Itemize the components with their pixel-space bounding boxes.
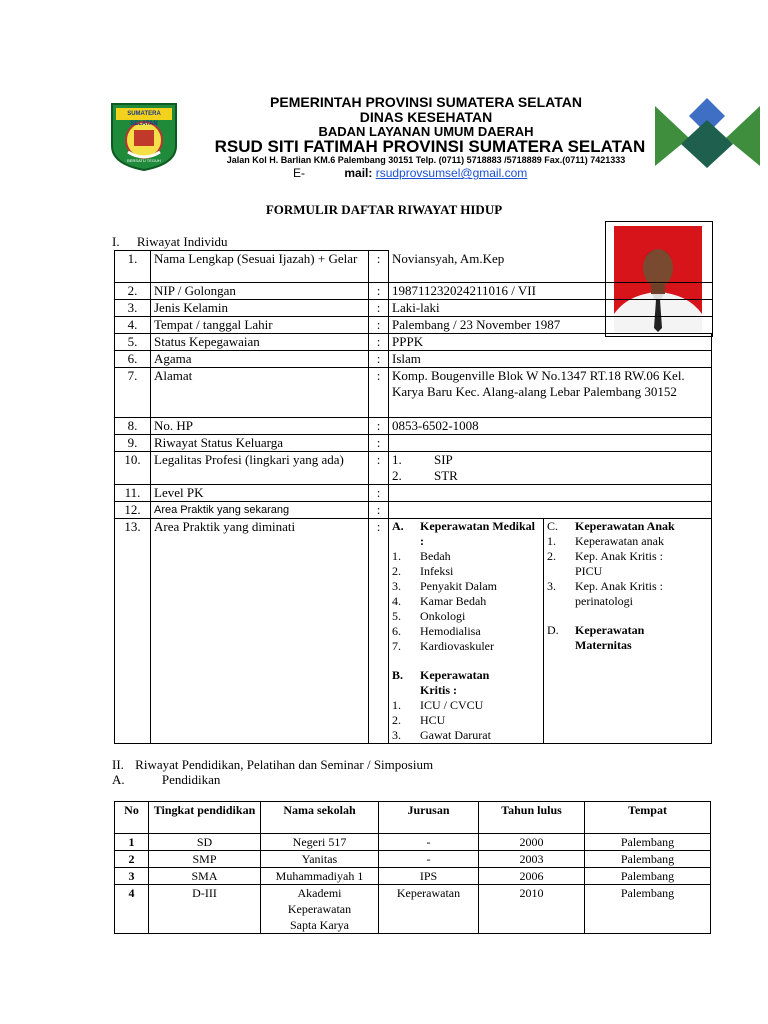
cell: Yanitas xyxy=(261,851,379,868)
table-row xyxy=(115,452,712,485)
row-sep: : xyxy=(369,317,389,334)
list-item: 2. HCU xyxy=(392,713,446,727)
practice-col-right xyxy=(544,519,711,743)
list-item: 2. Kep. Anak Kritis : PICU xyxy=(547,549,708,579)
item-text: SIP xyxy=(434,452,453,467)
practice-area-cell xyxy=(389,519,712,744)
header-department: DINAS KESEHATAN xyxy=(359,109,493,125)
group-c-title xyxy=(547,519,708,534)
table-row xyxy=(115,283,712,300)
item-text: Keperawatan anak xyxy=(575,534,664,548)
table-header-row xyxy=(115,802,711,834)
table-row xyxy=(115,418,712,435)
row-label: NIP / Golongan xyxy=(151,283,369,300)
row-label: No. HP xyxy=(151,418,369,435)
group-b-letter: B. xyxy=(392,668,404,682)
item-text: HCU xyxy=(420,713,446,727)
row-no: 13. xyxy=(115,519,151,744)
row-label: Level PK xyxy=(151,485,369,502)
row-label: Alamat xyxy=(151,368,369,418)
email-label: mail: xyxy=(344,166,373,180)
item-text: Penyakit Dalam xyxy=(420,579,497,593)
table-row xyxy=(115,485,712,502)
table-row xyxy=(115,334,712,351)
list-item xyxy=(392,452,708,468)
header-government: PEMERINTAH PROVINSI SUMATERA SELATAN xyxy=(270,94,582,110)
row-value xyxy=(389,452,712,485)
row-sep: : xyxy=(369,519,389,744)
table-row xyxy=(115,851,711,868)
cell: SMA xyxy=(149,868,261,885)
row-label: Area Praktik yang diminati xyxy=(151,519,369,744)
item-text: Kep. Anak Kritis : perinatologi xyxy=(575,579,663,608)
cell: 4 xyxy=(115,885,149,934)
row-no: 1. xyxy=(115,251,151,283)
table-row xyxy=(115,868,711,885)
logo-left-text: SUMATERA SELATAN xyxy=(127,111,161,127)
cell: 2003 xyxy=(479,851,585,868)
cell: - xyxy=(379,834,479,851)
subsection-a-letter: A. xyxy=(112,772,125,787)
provincial-logo xyxy=(108,100,180,172)
group-b-title xyxy=(392,668,540,698)
row-sep: : xyxy=(369,283,389,300)
row-value xyxy=(389,485,712,502)
list-item: 3. Penyakit Dalam xyxy=(392,579,497,593)
section1-num: I. xyxy=(112,234,120,249)
cell: 2000 xyxy=(479,834,585,851)
cell: Palembang xyxy=(585,851,711,868)
header-address: Jalan Kol H. Barlian KM.6 Palembang 30151 Telp. (0711) 5718883 /5718889 Fax.(0711) 7421333 xyxy=(226,155,626,165)
row-sep: : xyxy=(369,435,389,452)
group-d-title xyxy=(547,623,708,653)
email-prefix: E- xyxy=(293,166,305,180)
item-text: Kardiovaskuler xyxy=(420,639,494,653)
row-value: 198711232024211016 / VII xyxy=(389,283,712,300)
item-num: 1. xyxy=(392,452,402,467)
list-item: 6. Hemodialisa xyxy=(392,624,481,638)
row-label: Nama Lengkap (Sesuai Ijazah) + Gelar xyxy=(151,251,369,283)
col-header: Tahun lulus xyxy=(479,802,585,834)
cell: Palembang xyxy=(585,885,711,934)
item-text: Kamar Bedah xyxy=(420,594,487,608)
row-sep: : xyxy=(369,502,389,519)
header-email-line xyxy=(293,166,527,180)
row-value: Islam xyxy=(389,351,712,368)
table-row xyxy=(115,317,712,334)
row-value xyxy=(389,502,712,519)
list-item: 1. Bedah xyxy=(392,549,451,563)
group-c-letter: C. xyxy=(547,519,559,533)
table-row xyxy=(115,519,712,744)
table-row xyxy=(115,435,712,452)
section2-heading xyxy=(112,757,433,772)
group-a-letter: A. xyxy=(392,519,404,533)
subsection-a-title: Pendidikan xyxy=(161,772,221,787)
row-sep: : xyxy=(369,351,389,368)
hospital-logo xyxy=(655,98,760,170)
item-text: Infeksi xyxy=(420,564,454,578)
row-sep: : xyxy=(369,452,389,485)
cell: 1 xyxy=(115,834,149,851)
list-item: 3. Gawat Darurat xyxy=(392,728,491,742)
cell: - xyxy=(379,851,479,868)
cell: 2006 xyxy=(479,868,585,885)
table-row xyxy=(115,368,712,418)
subsection-a-heading xyxy=(112,772,220,787)
group-c-label: Keperawatan Anak xyxy=(575,519,675,533)
cell: Negeri 517 xyxy=(261,834,379,851)
row-value: PPPK xyxy=(389,334,712,351)
col-header: Nama sekolah xyxy=(261,802,379,834)
cell: Palembang xyxy=(585,868,711,885)
section2-num: II. xyxy=(112,757,124,772)
row-no: 8. xyxy=(115,418,151,435)
logo-left-motto: BERSATU TEGUH xyxy=(127,158,161,163)
row-label: Legalitas Profesi (lingkari yang ada) xyxy=(151,452,369,485)
group-a-label: Keperawatan Medikal : xyxy=(420,519,535,548)
cell: SMP xyxy=(149,851,261,868)
row-no: 11. xyxy=(115,485,151,502)
list-item: 1. ICU / CVCU xyxy=(392,698,484,712)
row-sep: : xyxy=(369,334,389,351)
row-no: 7. xyxy=(115,368,151,418)
item-text: STR xyxy=(434,468,458,483)
table-row xyxy=(115,251,712,283)
cell: IPS xyxy=(379,868,479,885)
item-text: Kep. Anak Kritis : PICU xyxy=(575,549,663,578)
item-text: Hemodialisa xyxy=(420,624,481,638)
row-label: Riwayat Status Keluarga xyxy=(151,435,369,452)
row-sep: : xyxy=(369,418,389,435)
row-no: 12. xyxy=(115,502,151,519)
email-link[interactable]: rsudprovsumsel@gmail.com xyxy=(375,166,528,180)
table-row xyxy=(115,502,712,519)
list-item: 7. Kardiovaskuler xyxy=(392,639,494,653)
group-b-label: Keperawatan Kritis : xyxy=(420,668,490,697)
col-header: Tingkat pendidikan xyxy=(149,802,261,834)
item-text: Onkologi xyxy=(420,609,466,623)
row-label: Area Praktik yang sekarang xyxy=(151,502,369,519)
header-hospital-name: RSUD SITI FATIMAH PROVINSI SUMATERA SELATAN xyxy=(214,137,646,156)
row-no: 4. xyxy=(115,317,151,334)
row-sep: : xyxy=(369,368,389,418)
group-a-title xyxy=(392,519,540,549)
row-no: 3. xyxy=(115,300,151,317)
row-value: Noviansyah, Am.Kep xyxy=(389,251,712,283)
list-item: 2. Infeksi xyxy=(392,564,454,578)
row-value: Laki-laki xyxy=(389,300,712,317)
table-row xyxy=(115,834,711,851)
cell: 2010 xyxy=(479,885,585,934)
table-row xyxy=(115,300,712,317)
item-text: Gawat Darurat xyxy=(420,728,491,742)
cell: 2 xyxy=(115,851,149,868)
cell: Muhammadiyah 1 xyxy=(261,868,379,885)
cell: Palembang xyxy=(585,834,711,851)
row-value: Palembang / 23 November 1987 xyxy=(389,317,712,334)
group-d-label: Keperawatan Maternitas xyxy=(575,623,645,652)
row-sep: : xyxy=(369,251,389,283)
form-title: FORMULIR DAFTAR RIWAYAT HIDUP xyxy=(265,202,503,217)
item-num: 2. xyxy=(392,468,402,483)
row-label: Agama xyxy=(151,351,369,368)
row-value xyxy=(389,435,712,452)
section1-heading xyxy=(112,234,227,249)
row-label: Tempat / tanggal Lahir xyxy=(151,317,369,334)
list-item xyxy=(392,468,708,484)
row-sep: : xyxy=(369,485,389,502)
row-no: 9. xyxy=(115,435,151,452)
row-sep: : xyxy=(369,300,389,317)
row-label: Jenis Kelamin xyxy=(151,300,369,317)
personal-data-table xyxy=(114,250,712,744)
col-header: Jurusan xyxy=(379,802,479,834)
row-no: 10. xyxy=(115,452,151,485)
section1-title: Riwayat Individu xyxy=(136,234,228,249)
education-table xyxy=(114,801,711,934)
cell: Akademi Keperawatan Sapta Karya xyxy=(261,885,379,934)
cell: 3 xyxy=(115,868,149,885)
cell: Keperawatan xyxy=(379,885,479,934)
cell: SD xyxy=(149,834,261,851)
practice-col-left xyxy=(389,519,544,743)
col-header: Tempat xyxy=(585,802,711,834)
section2-title: Riwayat Pendidikan, Pelatihan dan Seminar / Simposium xyxy=(135,757,434,772)
row-no: 5. xyxy=(115,334,151,351)
item-text: ICU / CVCU xyxy=(420,698,484,712)
list-item: 1. Keperawatan anak xyxy=(547,534,664,548)
list-item: 5. Onkologi xyxy=(392,609,466,623)
list-item: 3. Kep. Anak Kritis : perinatologi xyxy=(547,579,708,609)
cell: D-III xyxy=(149,885,261,934)
col-header: No xyxy=(115,802,149,834)
row-value: 0853-6502-1008 xyxy=(389,418,712,435)
row-label: Status Kepegawaian xyxy=(151,334,369,351)
header-agency: BADAN LAYANAN UMUM DAERAH xyxy=(318,124,534,139)
table-row xyxy=(115,885,711,934)
group-d-letter: D. xyxy=(547,623,559,637)
row-no: 2. xyxy=(115,283,151,300)
row-no: 6. xyxy=(115,351,151,368)
item-text: Bedah xyxy=(420,549,451,563)
row-value: Komp. Bougenville Blok W No.1347 RT.18 RW.06 Kel. Karya Baru Kec. Alang-alang Lebar Palembang 30152 xyxy=(389,368,712,418)
list-item: 4. Kamar Bedah xyxy=(392,594,487,608)
table-row xyxy=(115,351,712,368)
